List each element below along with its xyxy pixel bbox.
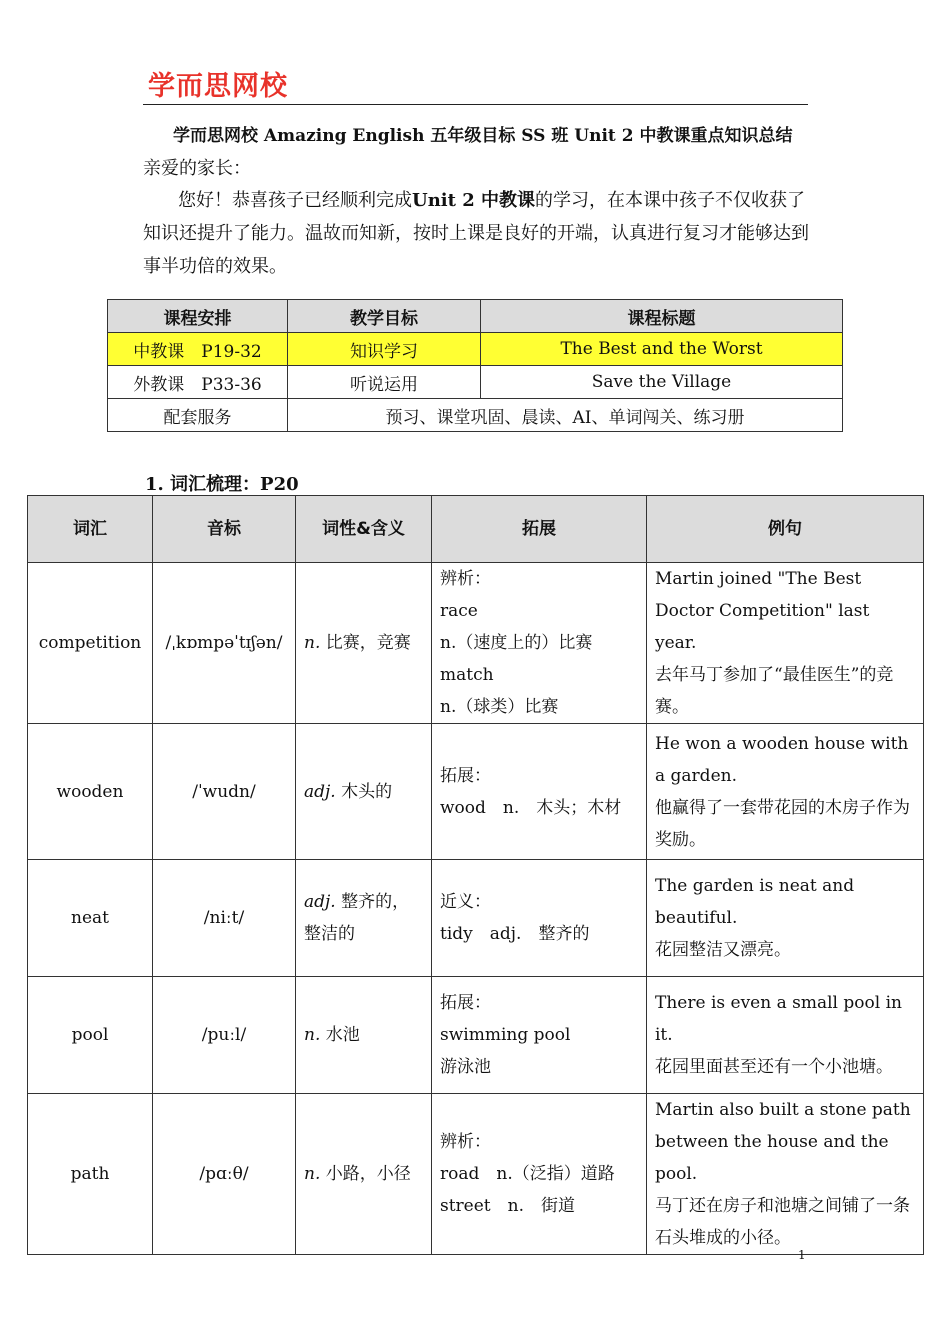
pos-label: n. bbox=[304, 1025, 321, 1045]
vocab-example bbox=[647, 860, 924, 977]
schedule-header-cell: 课程标题 bbox=[481, 300, 843, 333]
page-title: 学而思网校 Amazing English 五年级目标 SS 班 Unit 2 中教课重点知识总结 bbox=[173, 126, 793, 146]
brand-logo: 学而思网校 bbox=[148, 71, 288, 102]
schedule-cell: 中教课 P19-32 bbox=[108, 333, 288, 366]
pos-label: n. bbox=[304, 1164, 321, 1184]
vocab-meaning bbox=[296, 860, 432, 977]
ext-line: wood n. 木头；木材 bbox=[440, 797, 622, 818]
schedule-cell: The Best and the Worst bbox=[481, 333, 843, 366]
example-en: Martin also built a stone path between the house and the pool. bbox=[655, 1100, 911, 1184]
section-heading: 1. 词汇梳理：P20 bbox=[145, 474, 299, 495]
example-zh: 马丁还在房子和池塘之间铺了一条石头堆成的小径。 bbox=[655, 1196, 910, 1248]
vocab-header-row bbox=[28, 496, 924, 563]
ext-line: 近义： bbox=[440, 892, 491, 912]
vocab-row bbox=[28, 563, 924, 724]
meaning-text: 小路，小径 bbox=[325, 1164, 411, 1184]
ext-line: 游泳池 bbox=[440, 1057, 491, 1077]
vocab-meaning bbox=[296, 724, 432, 860]
intro-text-start: 您好！恭喜孩子已经顺利完成 bbox=[178, 190, 412, 211]
vocab-example bbox=[647, 977, 924, 1094]
meaning-text: 水池 bbox=[325, 1025, 360, 1045]
vocab-meaning bbox=[296, 1094, 432, 1255]
vocab-example bbox=[647, 1094, 924, 1255]
ext-line: tidy adj. 整齐的 bbox=[440, 924, 590, 944]
vocab-extension bbox=[432, 1094, 647, 1255]
vocab-example bbox=[647, 563, 924, 724]
example-zh: 花园里面甚至还有一个小池塘。 bbox=[655, 1057, 893, 1077]
example-zh: 去年马丁参加了“最佳医生”的竞赛。 bbox=[655, 665, 894, 717]
intro-paragraph bbox=[143, 184, 811, 283]
vocab-word: neat bbox=[28, 860, 153, 977]
schedule-header-row bbox=[108, 300, 843, 333]
schedule-row bbox=[108, 366, 843, 399]
service-value: 预习、课堂巩固、晨读、AI、单词闯关、练习册 bbox=[288, 399, 843, 432]
ext-line: 拓展： bbox=[440, 765, 491, 786]
vocab-header-cell: 词汇 bbox=[28, 496, 153, 563]
greeting: 亲爱的家长： bbox=[143, 158, 251, 179]
ext-line: n.（速度上的）比赛 bbox=[440, 633, 593, 653]
vocab-extension bbox=[432, 724, 647, 860]
vocab-ipa: /niːt/ bbox=[153, 860, 296, 977]
header-rule bbox=[143, 104, 808, 105]
ext-line: n.（球类）比赛 bbox=[440, 697, 559, 717]
example-zh: 他赢得了一套带花园的木房子作为奖励。 bbox=[655, 797, 910, 850]
schedule-table bbox=[107, 299, 843, 432]
meaning-text: 木头的 bbox=[341, 781, 393, 802]
ext-line: swimming pool bbox=[440, 1025, 571, 1045]
vocab-word: pool bbox=[28, 977, 153, 1094]
schedule-cell: 外教课 P33-36 bbox=[108, 366, 288, 399]
service-label: 配套服务 bbox=[108, 399, 288, 432]
intro-text-rest: 的学习，在本课中孩子不仅收获了知识还提升了能力。温故而知新，按时上课是良好的开端，认真进行复习才能够达到事半功倍的效果。 bbox=[143, 190, 809, 277]
page-number: 1 bbox=[798, 1248, 806, 1262]
example-en: The garden is neat and beautiful. bbox=[655, 876, 855, 928]
vocab-row bbox=[28, 860, 924, 977]
intro-text-bold: Unit 2 中教课 bbox=[412, 190, 535, 211]
schedule-cell: 知识学习 bbox=[288, 333, 481, 366]
vocab-row bbox=[28, 977, 924, 1094]
vocab-ipa: /puːl/ bbox=[153, 977, 296, 1094]
vocab-meaning bbox=[296, 563, 432, 724]
example-en: Martin joined "The Best Doctor Competition" last year. bbox=[655, 569, 870, 653]
vocab-ipa: /ˌkɒmpəˈtɪʃən/ bbox=[153, 563, 296, 724]
vocab-header-cell: 拓展 bbox=[432, 496, 647, 563]
vocab-ipa: /ˈwudn/ bbox=[153, 724, 296, 860]
schedule-header-cell: 课程安排 bbox=[108, 300, 288, 333]
example-zh: 花园整洁又漂亮。 bbox=[655, 940, 791, 960]
vocab-extension bbox=[432, 977, 647, 1094]
ext-line: street n. 街道 bbox=[440, 1196, 575, 1216]
ext-line: 辨析： bbox=[440, 569, 491, 589]
ext-line: race bbox=[440, 601, 478, 621]
schedule-header-cell: 教学目标 bbox=[288, 300, 481, 333]
schedule-cell: Save the Village bbox=[481, 366, 843, 399]
ext-line: 拓展： bbox=[440, 993, 491, 1013]
vocab-ipa: /pɑːθ/ bbox=[153, 1094, 296, 1255]
vocab-word: wooden bbox=[28, 724, 153, 860]
meaning-text: 比赛，竞赛 bbox=[325, 633, 411, 653]
schedule-row-highlighted bbox=[108, 333, 843, 366]
schedule-cell: 听说运用 bbox=[288, 366, 481, 399]
vocab-row bbox=[28, 1094, 924, 1255]
meaning-text: 整齐的，整洁的 bbox=[304, 892, 410, 944]
schedule-service-row bbox=[108, 399, 843, 432]
vocab-header-cell: 词性&含义 bbox=[296, 496, 432, 563]
vocab-row bbox=[28, 724, 924, 860]
ext-line: match bbox=[440, 665, 494, 685]
vocab-extension bbox=[432, 563, 647, 724]
example-en: He won a wooden house with a garden. bbox=[655, 733, 909, 786]
vocab-meaning bbox=[296, 977, 432, 1094]
vocab-example bbox=[647, 724, 924, 860]
vocab-header-cell: 例句 bbox=[647, 496, 924, 563]
vocab-word: path bbox=[28, 1094, 153, 1255]
example-en: There is even a small pool in it. bbox=[655, 993, 902, 1045]
vocab-table bbox=[27, 495, 924, 1255]
pos-label: adj. bbox=[304, 781, 336, 802]
ext-line: 辨析： bbox=[440, 1132, 491, 1152]
vocab-header-cell: 音标 bbox=[153, 496, 296, 563]
pos-label: adj. bbox=[304, 892, 336, 912]
ext-line: road n.（泛指）道路 bbox=[440, 1164, 615, 1184]
pos-label: n. bbox=[304, 633, 321, 653]
vocab-extension bbox=[432, 860, 647, 977]
vocab-word: competition bbox=[28, 563, 153, 724]
